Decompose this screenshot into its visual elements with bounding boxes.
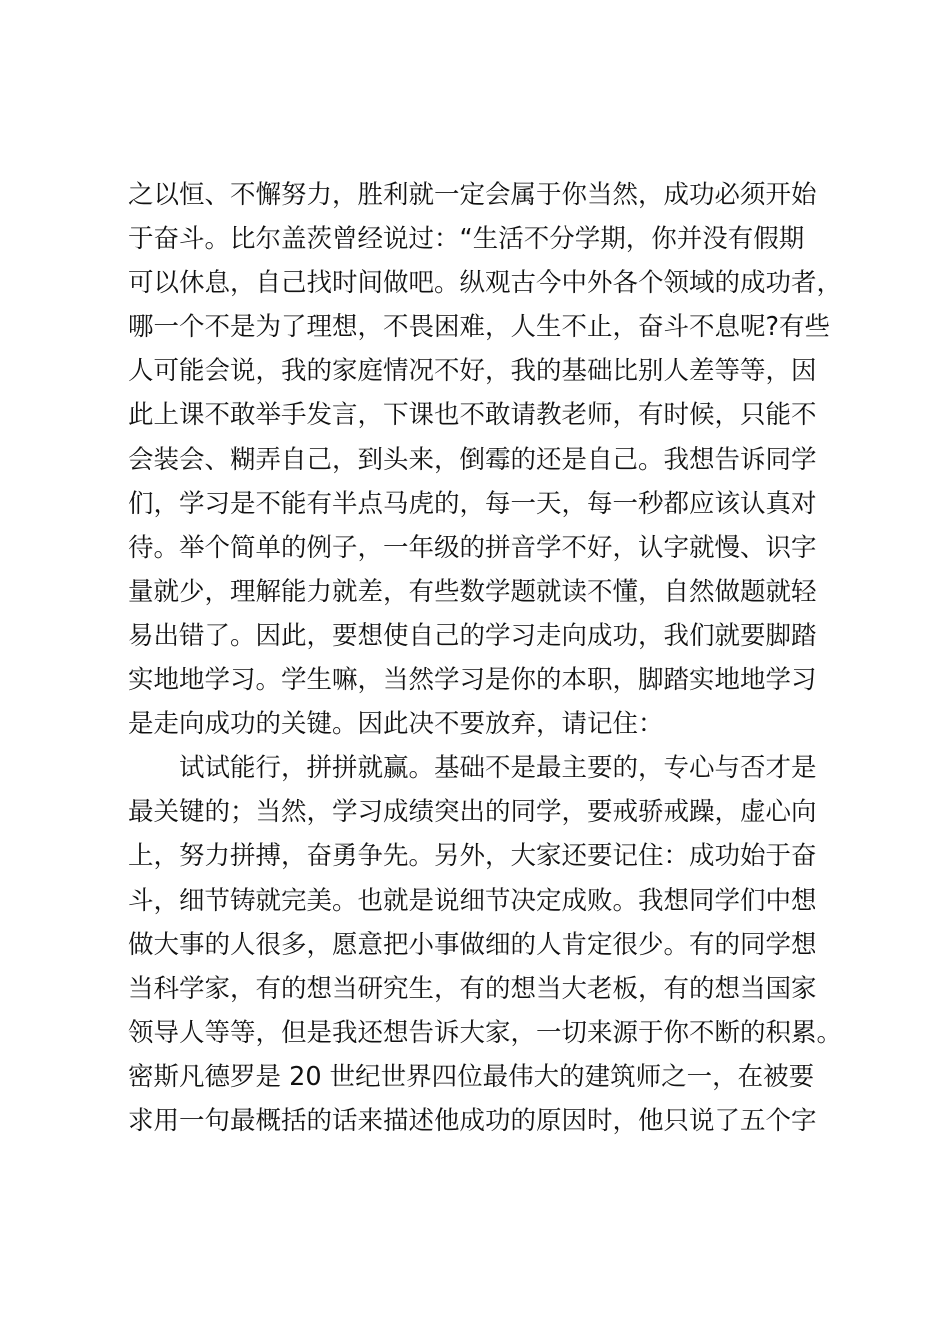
text-line: 此上课不敢举手发言，下课也不敢请教老师，有时候，只能不 bbox=[128, 400, 817, 431]
text-line: 做大事的人很多，愿意把小事做细的人肯定很少。有的同学想 bbox=[128, 929, 817, 960]
text-line: 密斯凡德罗是 20 世纪世界四位最伟大的建筑师之一，在被要 bbox=[128, 1061, 815, 1092]
text-line: 之以恒、不懈努力，胜利就一定会属于你当然，成功必须开始 bbox=[128, 180, 817, 210]
text-line: 待。举个简单的例子，一年级的拼音学不好，认字就慢、识字 bbox=[128, 532, 817, 563]
text-line: 易出错了。因此，要想使自己的学习走向成功，我们就要脚踏 bbox=[128, 620, 817, 651]
text-line: 们，学习是不能有半点马虎的，每一天，每一秒都应该认真对 bbox=[128, 488, 817, 519]
text-line: 实地地学习。学生嘛，当然学习是你的本职，脚踏实地地学习 bbox=[128, 665, 817, 696]
text-line: 最关键的；当然，学习成绩突出的同学，要戒骄戒躁，虚心向 bbox=[128, 797, 817, 828]
text-line: 量就少，理解能力就差，有些数学题就读不懂，自然做题就轻 bbox=[128, 576, 817, 607]
text-line: 当科学家，有的想当研究生，有的想当大老板，有的想当国家 bbox=[128, 973, 817, 1004]
text-line: 人可能会说，我的家庭情况不好，我的基础比别人差等等，因 bbox=[128, 356, 817, 387]
text-line: 求用一句最概括的话来描述他成功的原因时，他只说了五个字 bbox=[128, 1105, 817, 1136]
text-line: 会装会、糊弄自己，到头来，倒霉的还是自己。我想告诉同学 bbox=[128, 444, 817, 475]
text-line: 于奋斗。比尔盖茨曾经说过：“生活不分学期，你并没有假期 bbox=[128, 224, 805, 255]
text-line: 斗，细节铸就完美。也就是说细节决定成败。我想同学们中想 bbox=[128, 885, 817, 916]
text-line: 领导人等等，但是我还想告诉大家，一切来源于你不断的积累。 bbox=[128, 1017, 843, 1048]
text-line: 可以休息，自己找时间做吧。纵观古今中外各个领域的成功者， bbox=[128, 268, 843, 299]
text-line: 哪一个不是为了理想，不畏困难，人生不止，奋斗不息呢?有些 bbox=[128, 312, 831, 343]
body-text bbox=[128, 173, 858, 1143]
text-line: 上，努力拼搏，奋勇争先。另外，大家还要记住：成功始于奋 bbox=[128, 841, 817, 872]
text-line: 试试能行，拼拼就赢。基础不是最主要的，专心与否才是 bbox=[128, 753, 817, 784]
text-line: 是走向成功的关键。因此决不要放弃，请记住： bbox=[128, 709, 664, 740]
